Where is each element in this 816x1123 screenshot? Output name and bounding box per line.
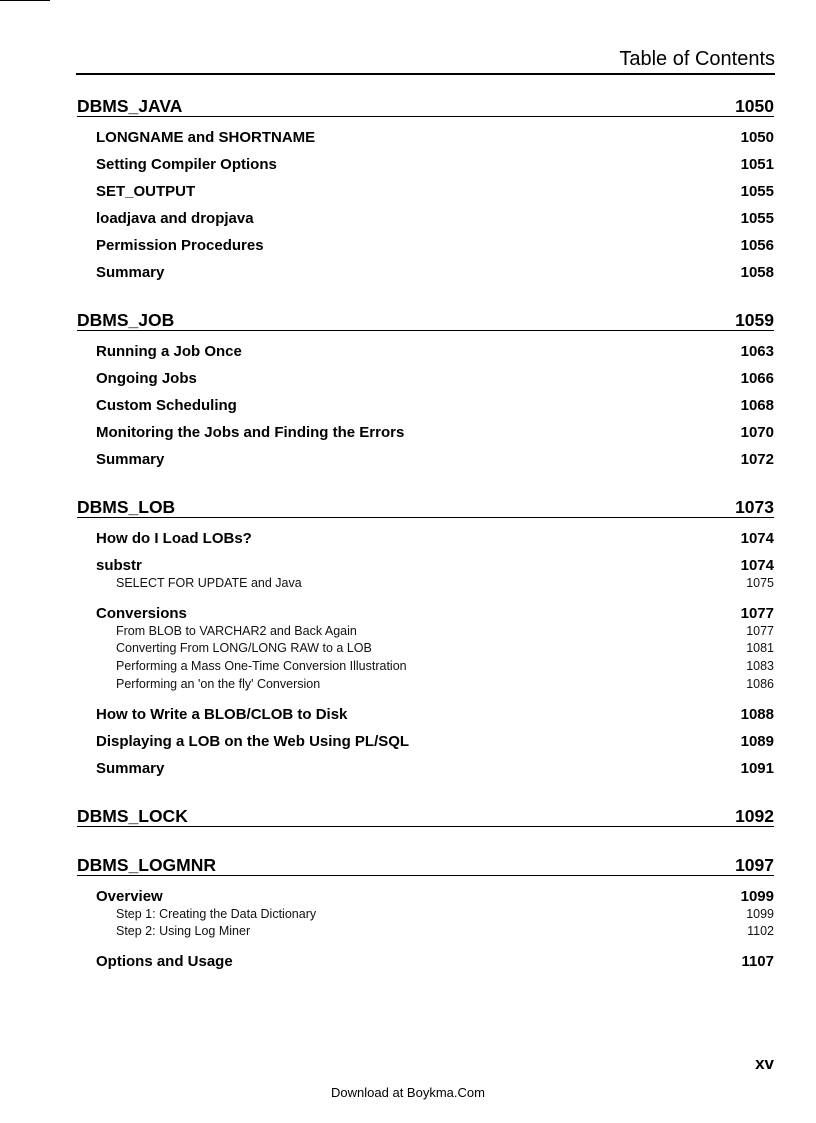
toc-entry-title: Custom Scheduling [96,397,237,414]
toc-section-entry[interactable] [96,557,774,575]
toc-entry-page: 1081 [746,641,774,656]
table-of-contents [77,96,774,971]
toc-entry-page: 1091 [740,759,774,777]
download-note: Download at Boykma.Com [331,1085,485,1100]
toc-subsection-entry[interactable] [116,906,774,924]
toc-chapter-entry[interactable] [77,96,774,117]
toc-entry-page: 1059 [735,310,774,330]
toc-entry-title: Step 1: Creating the Data Dictionary [116,906,317,921]
toc-entry-title: How to Write a BLOB/CLOB to Disk [96,705,348,723]
toc-entry-title: Displaying a LOB on the Web Using PL/SQL [96,732,410,750]
toc-entry-title: Conversions [96,604,187,622]
toc-entry-page: 1055 [740,183,774,200]
toc-section-entry[interactable] [96,953,774,971]
toc-subsection-entry[interactable] [116,658,774,676]
toc-entry-page: 1092 [735,805,774,826]
toc-entry-page: 1050 [735,96,774,116]
toc-entry-title: DBMS_JAVA [77,96,183,116]
toc-subsection-entry[interactable] [116,623,774,641]
toc-subsection-entry[interactable] [116,923,774,941]
toc-entry-page: 1051 [740,156,774,173]
toc-entry-page: 1088 [740,705,774,723]
toc-section-entry[interactable] [96,264,774,282]
toc-section-entry[interactable] [96,210,774,228]
toc-section-entry[interactable] [96,424,774,442]
toc-section-entry[interactable] [96,760,774,778]
toc-entry-title: Performing a Mass One-Time Conversion Illustration [116,659,407,674]
toc-entry-title: SELECT FOR UPDATE and Java [116,576,302,590]
toc-entry-page: 1066 [740,370,774,387]
page-number: xv [755,1054,774,1073]
toc-section-entry[interactable] [96,733,774,751]
toc-entry-title: Summary [96,759,165,777]
toc-entry-title: Running a Job Once [96,343,242,360]
toc-entry-title: Ongoing Jobs [96,370,197,387]
toc-entry-title: Performing an 'on the fly' Conversion [116,676,321,691]
toc-entry-title: loadjava and dropjava [96,210,254,227]
toc-section-entry[interactable] [96,237,774,255]
toc-entry-page: 1072 [740,451,774,468]
toc-entry-title: Monitoring the Jobs and Finding the Errors [96,424,405,441]
toc-entry-page: 1102 [747,924,774,939]
corner-mark [0,0,50,1]
toc-entry-title: Converting From LONG/LONG RAW to a LOB [116,641,372,656]
toc-entry-page: 1107 [741,952,774,970]
toc-entry-page: 1099 [746,906,774,921]
toc-entry-title: Permission Procedures [96,237,264,254]
toc-entry-page: 1099 [740,887,774,905]
page-title: Table of Contents [619,48,775,70]
toc-entry-title: Step 2: Using Log Miner [116,924,251,939]
toc-entry-title: DBMS_LOCK [77,805,188,826]
toc-entry-title: From BLOB to VARCHAR2 and Back Again [116,623,357,638]
toc-entry-title: Setting Compiler Options [96,156,277,173]
toc-entry-title: Overview [96,887,163,905]
toc-entry-page: 1089 [740,732,774,750]
toc-entry-page: 1056 [740,237,774,254]
toc-section-entry[interactable] [96,370,774,388]
toc-section-entry[interactable] [96,888,774,906]
toc-chapter-entry[interactable] [77,855,774,876]
toc-entry-page: 1075 [746,576,774,590]
running-header [76,47,775,75]
toc-subsection-entry[interactable] [116,575,774,593]
toc-section-entry[interactable] [96,183,774,201]
toc-entry-page: 1068 [740,397,774,414]
toc-entry-page: 1074 [740,530,774,547]
toc-entry-page: 1086 [746,676,774,691]
toc-entry-page: 1074 [740,557,774,574]
toc-entry-title: substr [96,557,142,574]
toc-entry-page: 1058 [740,264,774,281]
toc-entry-page: 1063 [740,343,774,360]
toc-entry-title: DBMS_JOB [77,310,175,330]
toc-section-entry[interactable] [96,129,774,147]
toc-section-entry[interactable] [96,343,774,361]
toc-entry-title: SET_OUTPUT [96,183,196,200]
toc-entry-page: 1077 [740,604,774,622]
toc-subsection-entry[interactable] [116,676,774,694]
toc-section-entry[interactable] [96,706,774,724]
toc-entry-page: 1055 [740,210,774,227]
toc-entry-title: DBMS_LOGMNR [77,854,217,875]
toc-chapter-entry[interactable] [77,497,774,518]
toc-section-entry[interactable] [96,156,774,174]
toc-entry-page: 1077 [746,623,774,638]
toc-section-entry[interactable] [96,605,774,623]
toc-entry-title: Options and Usage [96,952,233,970]
toc-entry-page: 1097 [735,854,774,875]
toc-entry-page: 1073 [735,497,774,517]
toc-entry-page: 1050 [740,129,774,146]
toc-entry-title: Summary [96,451,165,468]
toc-chapter-entry[interactable] [77,310,774,331]
toc-section-entry[interactable] [96,397,774,415]
toc-entry-title: Summary [96,264,165,281]
toc-entry-page: 1083 [746,659,774,674]
toc-subsection-entry[interactable] [116,640,774,658]
toc-chapter-entry[interactable] [77,806,774,827]
toc-section-entry[interactable] [96,530,774,548]
toc-entry-title: DBMS_LOB [77,497,176,517]
toc-entry-title: LONGNAME and SHORTNAME [96,129,316,146]
toc-section-entry[interactable] [96,451,774,469]
toc-entry-page: 1070 [740,424,774,441]
toc-entry-title: How do I Load LOBs? [96,530,252,547]
